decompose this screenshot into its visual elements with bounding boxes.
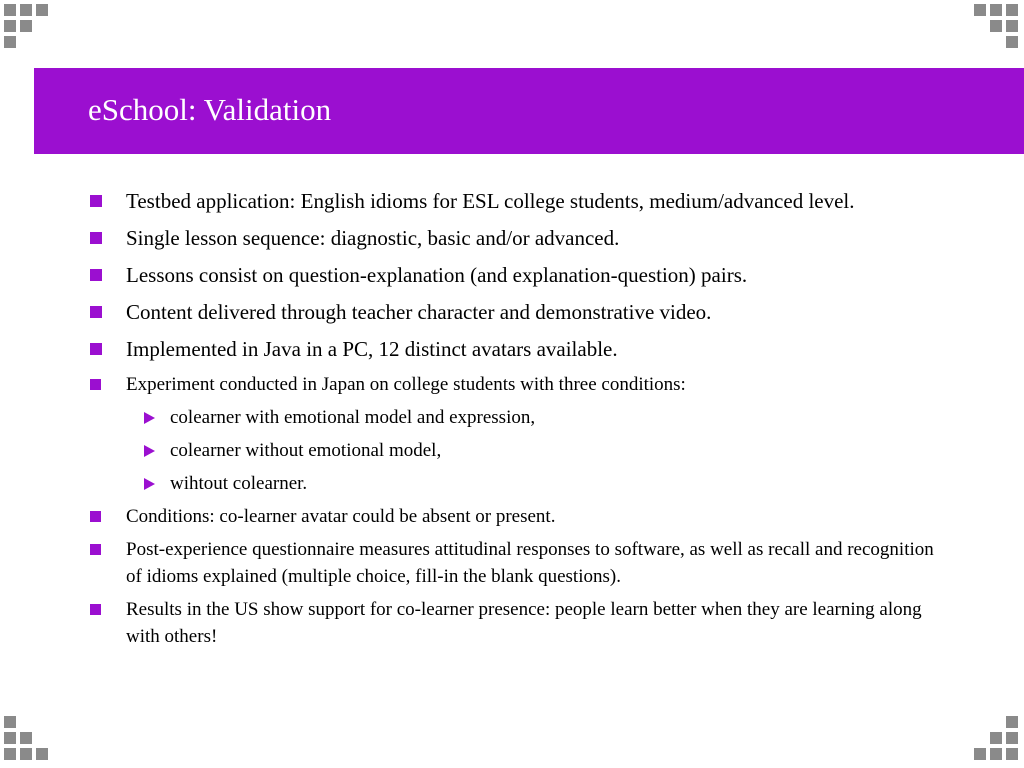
corner-decoration-top-right (974, 4, 1022, 52)
bullet-list (88, 186, 948, 656)
slide-title: eSchool: Validation (88, 92, 332, 127)
bullet-item (88, 536, 948, 590)
corner-decoration-top-left (4, 4, 52, 52)
bullet-text: Conditions: co-learner avatar could be absent or present. (126, 506, 556, 527)
bullet-item (88, 297, 948, 327)
sub-bullet-text: wihtout colearner. (170, 473, 308, 494)
square-bullet-icon (90, 544, 101, 555)
triangle-bullet-icon (144, 478, 155, 490)
bullet-item (88, 371, 948, 398)
bullet-item (88, 334, 948, 364)
bullet-text: Post-experience questionnaire measures attitudinal responses to software, as well as recall and recognition of idioms explained (multiple choice, fill-in the blank questions). (126, 539, 934, 587)
bullet-text: Testbed application: English idioms for ESL college students, medium/advanced level. (126, 189, 855, 213)
title-bar (34, 68, 1024, 154)
square-bullet-icon (90, 379, 101, 390)
bullet-text: Implemented in Java in a PC, 12 distinct avatars available. (126, 337, 618, 361)
bullet-item (88, 596, 948, 650)
bullet-text: Results in the US show support for co-learner presence: people learn better when they are learning along with others! (126, 599, 922, 647)
sub-bullet-text: colearner with emotional model and expression, (170, 407, 536, 428)
bullet-item (88, 186, 948, 216)
square-bullet-icon (90, 604, 101, 615)
bullet-item (88, 260, 948, 290)
square-bullet-icon (90, 195, 102, 207)
bullet-text: Single lesson sequence: diagnostic, basic and/or advanced. (126, 226, 620, 250)
triangle-bullet-icon (144, 412, 155, 424)
triangle-bullet-icon (144, 445, 155, 457)
sub-bullet-text: colearner without emotional model, (170, 440, 442, 461)
square-bullet-icon (90, 232, 102, 244)
square-bullet-icon (90, 511, 101, 522)
sub-bullet-item (88, 470, 948, 497)
bullet-text: Experiment conducted in Japan on college students with three conditions: (126, 374, 686, 395)
corner-decoration-bottom-left (4, 716, 52, 764)
sub-bullet-item (88, 404, 948, 431)
bullet-text: Content delivered through teacher character and demonstrative video. (126, 300, 712, 324)
bullet-text: Lessons consist on question-explanation (and explanation-question) pairs. (126, 263, 748, 287)
corner-decoration-bottom-right (974, 716, 1022, 764)
bullet-item (88, 503, 948, 530)
bullet-item (88, 223, 948, 253)
square-bullet-icon (90, 269, 102, 281)
sub-bullet-item (88, 437, 948, 464)
square-bullet-icon (90, 306, 102, 318)
square-bullet-icon (90, 343, 102, 355)
